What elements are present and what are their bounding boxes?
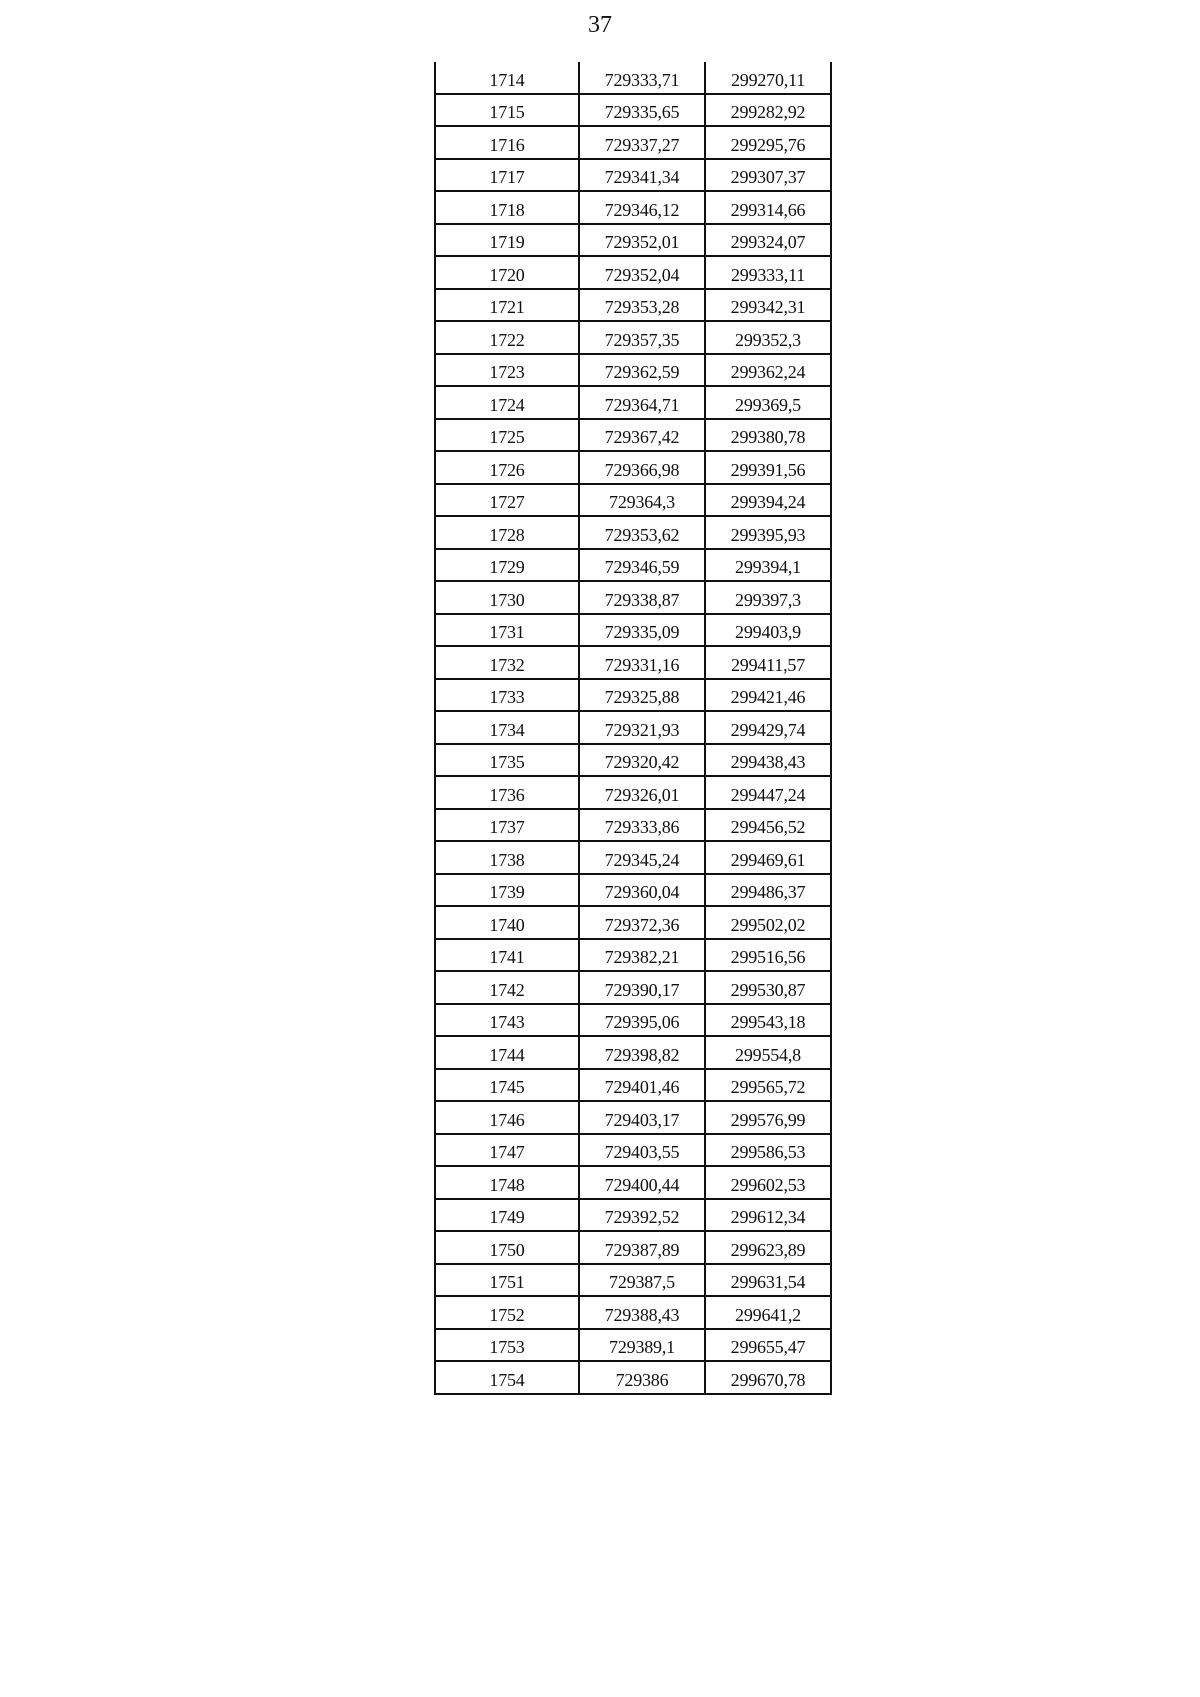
x-coordinate-cell xyxy=(579,386,705,419)
y-coordinate-cell xyxy=(705,386,831,419)
point-number-cell xyxy=(435,874,579,907)
x-coordinate-cell-text: 729357,35 xyxy=(604,329,680,350)
point-number-cell-text: 1727 xyxy=(489,492,525,512)
y-coordinate-cell-text: 299429,74 xyxy=(730,719,806,740)
point-number-cell xyxy=(435,94,579,127)
coordinates-table-body xyxy=(435,62,831,1394)
y-coordinate-cell xyxy=(705,1264,831,1297)
x-coordinate-cell-text: 729325,88 xyxy=(604,687,680,707)
x-coordinate-cell-text: 729345,24 xyxy=(604,849,680,870)
point-number-cell-text: 1747 xyxy=(489,1142,525,1162)
point-number-cell xyxy=(435,354,579,387)
table-row xyxy=(435,159,831,192)
point-number-cell-text: 1754 xyxy=(489,1369,525,1390)
coordinates-table xyxy=(434,62,832,1395)
y-coordinate-cell-text: 299438,43 xyxy=(730,752,806,772)
point-number-cell-text: 1751 xyxy=(489,1272,525,1292)
point-number-cell xyxy=(435,744,579,777)
point-number-cell xyxy=(435,776,579,809)
point-number-cell xyxy=(435,256,579,289)
point-number-cell xyxy=(435,906,579,939)
x-coordinate-cell-text: 729387,5 xyxy=(609,1272,675,1292)
point-number-cell xyxy=(435,1166,579,1199)
point-number-cell xyxy=(435,646,579,679)
x-coordinate-cell xyxy=(579,744,705,777)
table-row xyxy=(435,1231,831,1264)
y-coordinate-cell-text: 299369,5 xyxy=(735,394,801,415)
x-coordinate-cell xyxy=(579,1231,705,1264)
y-coordinate-cell xyxy=(705,1329,831,1362)
x-coordinate-cell xyxy=(579,191,705,224)
x-coordinate-cell xyxy=(579,581,705,614)
y-coordinate-cell-text: 299641,2 xyxy=(735,1304,801,1325)
y-coordinate-cell-text: 299362,24 xyxy=(730,362,806,382)
y-coordinate-cell xyxy=(705,874,831,907)
y-coordinate-cell xyxy=(705,159,831,192)
x-coordinate-cell-text: 729335,65 xyxy=(604,102,680,122)
y-coordinate-cell-text: 299554,8 xyxy=(735,1044,801,1065)
y-coordinate-cell xyxy=(705,776,831,809)
point-number-cell-text: 1719 xyxy=(489,232,525,252)
x-coordinate-cell-text: 729360,04 xyxy=(604,882,680,902)
point-number-cell-text: 1740 xyxy=(489,914,525,935)
point-number-cell-text: 1733 xyxy=(489,687,525,707)
y-coordinate-cell xyxy=(705,62,831,94)
point-number-cell xyxy=(435,386,579,419)
y-coordinate-cell xyxy=(705,289,831,322)
table-row xyxy=(435,939,831,972)
point-number-cell-text: 1736 xyxy=(489,784,525,805)
point-number-cell xyxy=(435,841,579,874)
table-row xyxy=(435,1134,831,1167)
x-coordinate-cell-text: 729403,17 xyxy=(604,1109,680,1130)
x-coordinate-cell-text: 729398,82 xyxy=(604,1044,680,1065)
table-row xyxy=(435,1069,831,1102)
table-row xyxy=(435,354,831,387)
y-coordinate-cell-text: 299324,07 xyxy=(730,232,806,252)
point-number-cell-text: 1728 xyxy=(489,524,525,545)
point-number-cell-text: 1717 xyxy=(489,167,525,187)
x-coordinate-cell xyxy=(579,451,705,484)
point-number-cell xyxy=(435,679,579,712)
x-coordinate-cell-text: 729353,62 xyxy=(604,524,680,545)
y-coordinate-cell xyxy=(705,841,831,874)
x-coordinate-cell-text: 729362,59 xyxy=(604,362,680,382)
point-number-cell-text: 1734 xyxy=(489,719,525,740)
y-coordinate-cell xyxy=(705,419,831,452)
x-coordinate-cell xyxy=(579,549,705,582)
point-number-cell xyxy=(435,1069,579,1102)
point-number-cell-text: 1738 xyxy=(489,849,525,870)
point-number-cell xyxy=(435,159,579,192)
point-number-cell xyxy=(435,1264,579,1297)
x-coordinate-cell xyxy=(579,939,705,972)
point-number-cell-text: 1722 xyxy=(489,329,525,350)
y-coordinate-cell-text: 299395,93 xyxy=(730,524,806,545)
table-row xyxy=(435,191,831,224)
point-number-cell xyxy=(435,451,579,484)
table-row xyxy=(435,94,831,127)
point-number-cell xyxy=(435,289,579,322)
y-coordinate-cell xyxy=(705,679,831,712)
point-number-cell xyxy=(435,1134,579,1167)
table-row xyxy=(435,874,831,907)
x-coordinate-cell xyxy=(579,1101,705,1134)
point-number-cell-text: 1744 xyxy=(489,1044,525,1065)
point-number-cell-text: 1752 xyxy=(489,1304,525,1325)
x-coordinate-cell-text: 729367,42 xyxy=(604,427,680,447)
point-number-cell-text: 1718 xyxy=(489,199,525,220)
x-coordinate-cell-text: 729392,52 xyxy=(604,1207,680,1227)
point-number-cell-text: 1745 xyxy=(489,1077,525,1097)
point-number-cell-text: 1739 xyxy=(489,882,525,902)
x-coordinate-cell xyxy=(579,1166,705,1199)
y-coordinate-cell-text: 299623,89 xyxy=(730,1239,806,1260)
y-coordinate-cell-text: 299543,18 xyxy=(730,1012,806,1032)
point-number-cell xyxy=(435,1036,579,1069)
x-coordinate-cell xyxy=(579,1069,705,1102)
table-row xyxy=(435,484,831,517)
x-coordinate-cell-text: 729403,55 xyxy=(604,1142,680,1162)
point-number-cell-text: 1724 xyxy=(489,394,525,415)
y-coordinate-cell-text: 299670,78 xyxy=(730,1369,806,1390)
x-coordinate-cell-text: 729382,21 xyxy=(604,947,680,967)
x-coordinate-cell-text: 729364,3 xyxy=(609,492,675,512)
x-coordinate-cell xyxy=(579,1361,705,1394)
y-coordinate-cell-text: 299295,76 xyxy=(730,134,806,155)
y-coordinate-cell-text: 299411,57 xyxy=(730,654,806,675)
y-coordinate-cell xyxy=(705,939,831,972)
point-number-cell xyxy=(435,516,579,549)
point-number-cell-text: 1720 xyxy=(489,264,525,285)
point-number-cell-text: 1742 xyxy=(489,979,525,1000)
point-number-cell-text: 1729 xyxy=(489,557,525,577)
page-number: 37 xyxy=(588,12,612,38)
y-coordinate-cell-text: 299469,61 xyxy=(730,849,806,870)
x-coordinate-cell xyxy=(579,62,705,94)
y-coordinate-cell xyxy=(705,549,831,582)
point-number-cell-text: 1753 xyxy=(489,1337,525,1357)
y-coordinate-cell xyxy=(705,126,831,159)
point-number-cell xyxy=(435,1101,579,1134)
point-number-cell-text: 1723 xyxy=(489,362,525,382)
x-coordinate-cell-text: 729364,71 xyxy=(604,394,680,415)
x-coordinate-cell xyxy=(579,484,705,517)
y-coordinate-cell-text: 299602,53 xyxy=(730,1174,806,1195)
point-number-cell xyxy=(435,711,579,744)
y-coordinate-cell-text: 299394,24 xyxy=(730,492,806,512)
table-row xyxy=(435,776,831,809)
y-coordinate-cell xyxy=(705,646,831,679)
point-number-cell xyxy=(435,1231,579,1264)
x-coordinate-cell xyxy=(579,679,705,712)
x-coordinate-cell-text: 729366,98 xyxy=(604,459,680,480)
x-coordinate-cell xyxy=(579,776,705,809)
y-coordinate-cell-text: 299612,34 xyxy=(730,1207,806,1227)
y-coordinate-cell-text: 299307,37 xyxy=(730,167,806,187)
x-coordinate-cell-text: 729346,12 xyxy=(604,199,680,220)
y-coordinate-cell-text: 299655,47 xyxy=(730,1337,806,1357)
y-coordinate-cell xyxy=(705,906,831,939)
y-coordinate-cell-text: 299456,52 xyxy=(730,817,806,837)
point-number-cell xyxy=(435,1296,579,1329)
x-coordinate-cell-text: 729335,09 xyxy=(604,622,680,642)
x-coordinate-cell xyxy=(579,224,705,257)
y-coordinate-cell-text: 299397,3 xyxy=(735,589,801,610)
point-number-cell-text: 1715 xyxy=(489,102,525,122)
x-coordinate-cell-text: 729352,04 xyxy=(604,264,680,285)
table-row xyxy=(435,289,831,322)
point-number-cell-text: 1725 xyxy=(489,427,525,447)
point-number-cell-text: 1730 xyxy=(489,589,525,610)
table-row xyxy=(435,614,831,647)
y-coordinate-cell xyxy=(705,1101,831,1134)
y-coordinate-cell-text: 299342,31 xyxy=(730,297,806,317)
x-coordinate-cell xyxy=(579,256,705,289)
table-row xyxy=(435,1036,831,1069)
y-coordinate-cell-text: 299486,37 xyxy=(730,882,806,902)
table-row xyxy=(435,646,831,679)
point-number-cell xyxy=(435,224,579,257)
table-row xyxy=(435,1199,831,1232)
x-coordinate-cell xyxy=(579,1134,705,1167)
y-coordinate-cell xyxy=(705,809,831,842)
point-number-cell-text: 1748 xyxy=(489,1174,525,1195)
table-row xyxy=(435,386,831,419)
point-number-cell xyxy=(435,62,579,94)
x-coordinate-cell xyxy=(579,419,705,452)
x-coordinate-cell-text: 729321,93 xyxy=(604,719,680,740)
y-coordinate-cell-text: 299314,66 xyxy=(730,199,806,220)
y-coordinate-cell xyxy=(705,971,831,1004)
table-row xyxy=(435,549,831,582)
x-coordinate-cell-text: 729386 xyxy=(615,1369,669,1390)
table-row xyxy=(435,711,831,744)
table-row xyxy=(435,744,831,777)
y-coordinate-cell-text: 299421,46 xyxy=(730,687,806,707)
x-coordinate-cell-text: 729400,44 xyxy=(604,1174,680,1195)
y-coordinate-cell-text: 299282,92 xyxy=(730,102,806,122)
y-coordinate-cell xyxy=(705,744,831,777)
table-row xyxy=(435,256,831,289)
table-row xyxy=(435,1361,831,1394)
y-coordinate-cell xyxy=(705,1231,831,1264)
table-row xyxy=(435,419,831,452)
x-coordinate-cell-text: 729338,87 xyxy=(604,589,680,610)
y-coordinate-cell xyxy=(705,224,831,257)
y-coordinate-cell xyxy=(705,451,831,484)
x-coordinate-cell xyxy=(579,971,705,1004)
x-coordinate-cell xyxy=(579,516,705,549)
x-coordinate-cell xyxy=(579,321,705,354)
y-coordinate-cell-text: 299380,78 xyxy=(730,427,806,447)
point-number-cell-text: 1741 xyxy=(489,947,525,967)
table-row xyxy=(435,679,831,712)
x-coordinate-cell xyxy=(579,1329,705,1362)
y-coordinate-cell xyxy=(705,484,831,517)
y-coordinate-cell-text: 299586,53 xyxy=(730,1142,806,1162)
point-number-cell-text: 1716 xyxy=(489,134,525,155)
x-coordinate-cell-text: 729401,46 xyxy=(604,1077,680,1097)
x-coordinate-cell-text: 729333,71 xyxy=(604,69,680,90)
point-number-cell-text: 1735 xyxy=(489,752,525,772)
table-row xyxy=(435,321,831,354)
y-coordinate-cell-text: 299447,24 xyxy=(730,784,806,805)
point-number-cell xyxy=(435,321,579,354)
point-number-cell xyxy=(435,419,579,452)
y-coordinate-cell xyxy=(705,516,831,549)
y-coordinate-cell xyxy=(705,581,831,614)
y-coordinate-cell xyxy=(705,1036,831,1069)
x-coordinate-cell-text: 729389,1 xyxy=(609,1337,675,1357)
table-row xyxy=(435,62,831,94)
x-coordinate-cell-text: 729388,43 xyxy=(604,1304,680,1325)
y-coordinate-cell xyxy=(705,1199,831,1232)
x-coordinate-cell-text: 729346,59 xyxy=(604,557,680,577)
x-coordinate-cell-text: 729352,01 xyxy=(604,232,680,252)
x-coordinate-cell-text: 729320,42 xyxy=(604,752,680,772)
point-number-cell xyxy=(435,1004,579,1037)
table-row xyxy=(435,224,831,257)
table-row xyxy=(435,516,831,549)
x-coordinate-cell xyxy=(579,711,705,744)
y-coordinate-cell-text: 299394,1 xyxy=(735,557,801,577)
x-coordinate-cell xyxy=(579,1199,705,1232)
x-coordinate-cell-text: 729390,17 xyxy=(604,979,680,1000)
x-coordinate-cell xyxy=(579,94,705,127)
x-coordinate-cell xyxy=(579,646,705,679)
y-coordinate-cell-text: 299631,54 xyxy=(730,1272,806,1292)
x-coordinate-cell xyxy=(579,1264,705,1297)
point-number-cell xyxy=(435,581,579,614)
y-coordinate-cell-text: 299403,9 xyxy=(735,622,801,642)
point-number-cell-text: 1732 xyxy=(489,654,525,675)
x-coordinate-cell-text: 729331,16 xyxy=(604,654,680,675)
y-coordinate-cell xyxy=(705,321,831,354)
point-number-cell-text: 1737 xyxy=(489,817,525,837)
x-coordinate-cell-text: 729353,28 xyxy=(604,297,680,317)
point-number-cell xyxy=(435,971,579,1004)
x-coordinate-cell xyxy=(579,1296,705,1329)
y-coordinate-cell xyxy=(705,256,831,289)
point-number-cell xyxy=(435,614,579,647)
table-row xyxy=(435,451,831,484)
x-coordinate-cell-text: 729387,89 xyxy=(604,1239,680,1260)
x-coordinate-cell xyxy=(579,614,705,647)
y-coordinate-cell-text: 299502,02 xyxy=(730,914,806,935)
table-row xyxy=(435,1004,831,1037)
x-coordinate-cell xyxy=(579,1036,705,1069)
x-coordinate-cell-text: 729341,34 xyxy=(604,167,680,187)
x-coordinate-cell-text: 729395,06 xyxy=(604,1012,680,1032)
y-coordinate-cell xyxy=(705,354,831,387)
y-coordinate-cell-text: 299516,56 xyxy=(730,947,806,967)
x-coordinate-cell-text: 729337,27 xyxy=(604,134,680,155)
y-coordinate-cell xyxy=(705,1166,831,1199)
x-coordinate-cell xyxy=(579,354,705,387)
y-coordinate-cell xyxy=(705,1069,831,1102)
y-coordinate-cell xyxy=(705,1296,831,1329)
y-coordinate-cell xyxy=(705,94,831,127)
table-row xyxy=(435,1264,831,1297)
x-coordinate-cell-text: 729326,01 xyxy=(604,784,680,805)
x-coordinate-cell xyxy=(579,841,705,874)
x-coordinate-cell xyxy=(579,289,705,322)
point-number-cell-text: 1749 xyxy=(489,1207,525,1227)
table-row xyxy=(435,1166,831,1199)
point-number-cell xyxy=(435,1329,579,1362)
y-coordinate-cell xyxy=(705,614,831,647)
x-coordinate-cell-text: 729333,86 xyxy=(604,817,680,837)
y-coordinate-cell xyxy=(705,191,831,224)
point-number-cell-text: 1714 xyxy=(489,69,525,90)
table-row xyxy=(435,971,831,1004)
point-number-cell xyxy=(435,191,579,224)
y-coordinate-cell-text: 299576,99 xyxy=(730,1109,806,1130)
table-row xyxy=(435,1329,831,1362)
point-number-cell xyxy=(435,549,579,582)
y-coordinate-cell-text: 299530,87 xyxy=(730,979,806,1000)
point-number-cell-text: 1731 xyxy=(489,622,525,642)
point-number-cell xyxy=(435,939,579,972)
y-coordinate-cell xyxy=(705,1134,831,1167)
y-coordinate-cell-text: 299352,3 xyxy=(735,329,801,350)
x-coordinate-cell xyxy=(579,874,705,907)
table-row xyxy=(435,1296,831,1329)
table-row xyxy=(435,581,831,614)
table-row xyxy=(435,1101,831,1134)
x-coordinate-cell xyxy=(579,809,705,842)
point-number-cell-text: 1721 xyxy=(489,297,525,317)
table-row xyxy=(435,809,831,842)
y-coordinate-cell xyxy=(705,711,831,744)
table-row xyxy=(435,841,831,874)
point-number-cell-text: 1746 xyxy=(489,1109,525,1130)
x-coordinate-cell xyxy=(579,159,705,192)
point-number-cell-text: 1726 xyxy=(489,459,525,480)
y-coordinate-cell xyxy=(705,1004,831,1037)
x-coordinate-cell-text: 729372,36 xyxy=(604,914,680,935)
point-number-cell xyxy=(435,484,579,517)
point-number-cell xyxy=(435,1199,579,1232)
x-coordinate-cell xyxy=(579,906,705,939)
x-coordinate-cell xyxy=(579,126,705,159)
y-coordinate-cell xyxy=(705,1361,831,1394)
point-number-cell-text: 1750 xyxy=(489,1239,525,1260)
table-row xyxy=(435,906,831,939)
point-number-cell xyxy=(435,809,579,842)
y-coordinate-cell-text: 299270,11 xyxy=(730,69,806,90)
point-number-cell xyxy=(435,126,579,159)
point-number-cell xyxy=(435,1361,579,1394)
table-row xyxy=(435,126,831,159)
x-coordinate-cell xyxy=(579,1004,705,1037)
y-coordinate-cell-text: 299391,56 xyxy=(730,459,806,480)
point-number-cell-text: 1743 xyxy=(489,1012,525,1032)
y-coordinate-cell-text: 299333,11 xyxy=(730,264,806,285)
y-coordinate-cell-text: 299565,72 xyxy=(730,1077,806,1097)
